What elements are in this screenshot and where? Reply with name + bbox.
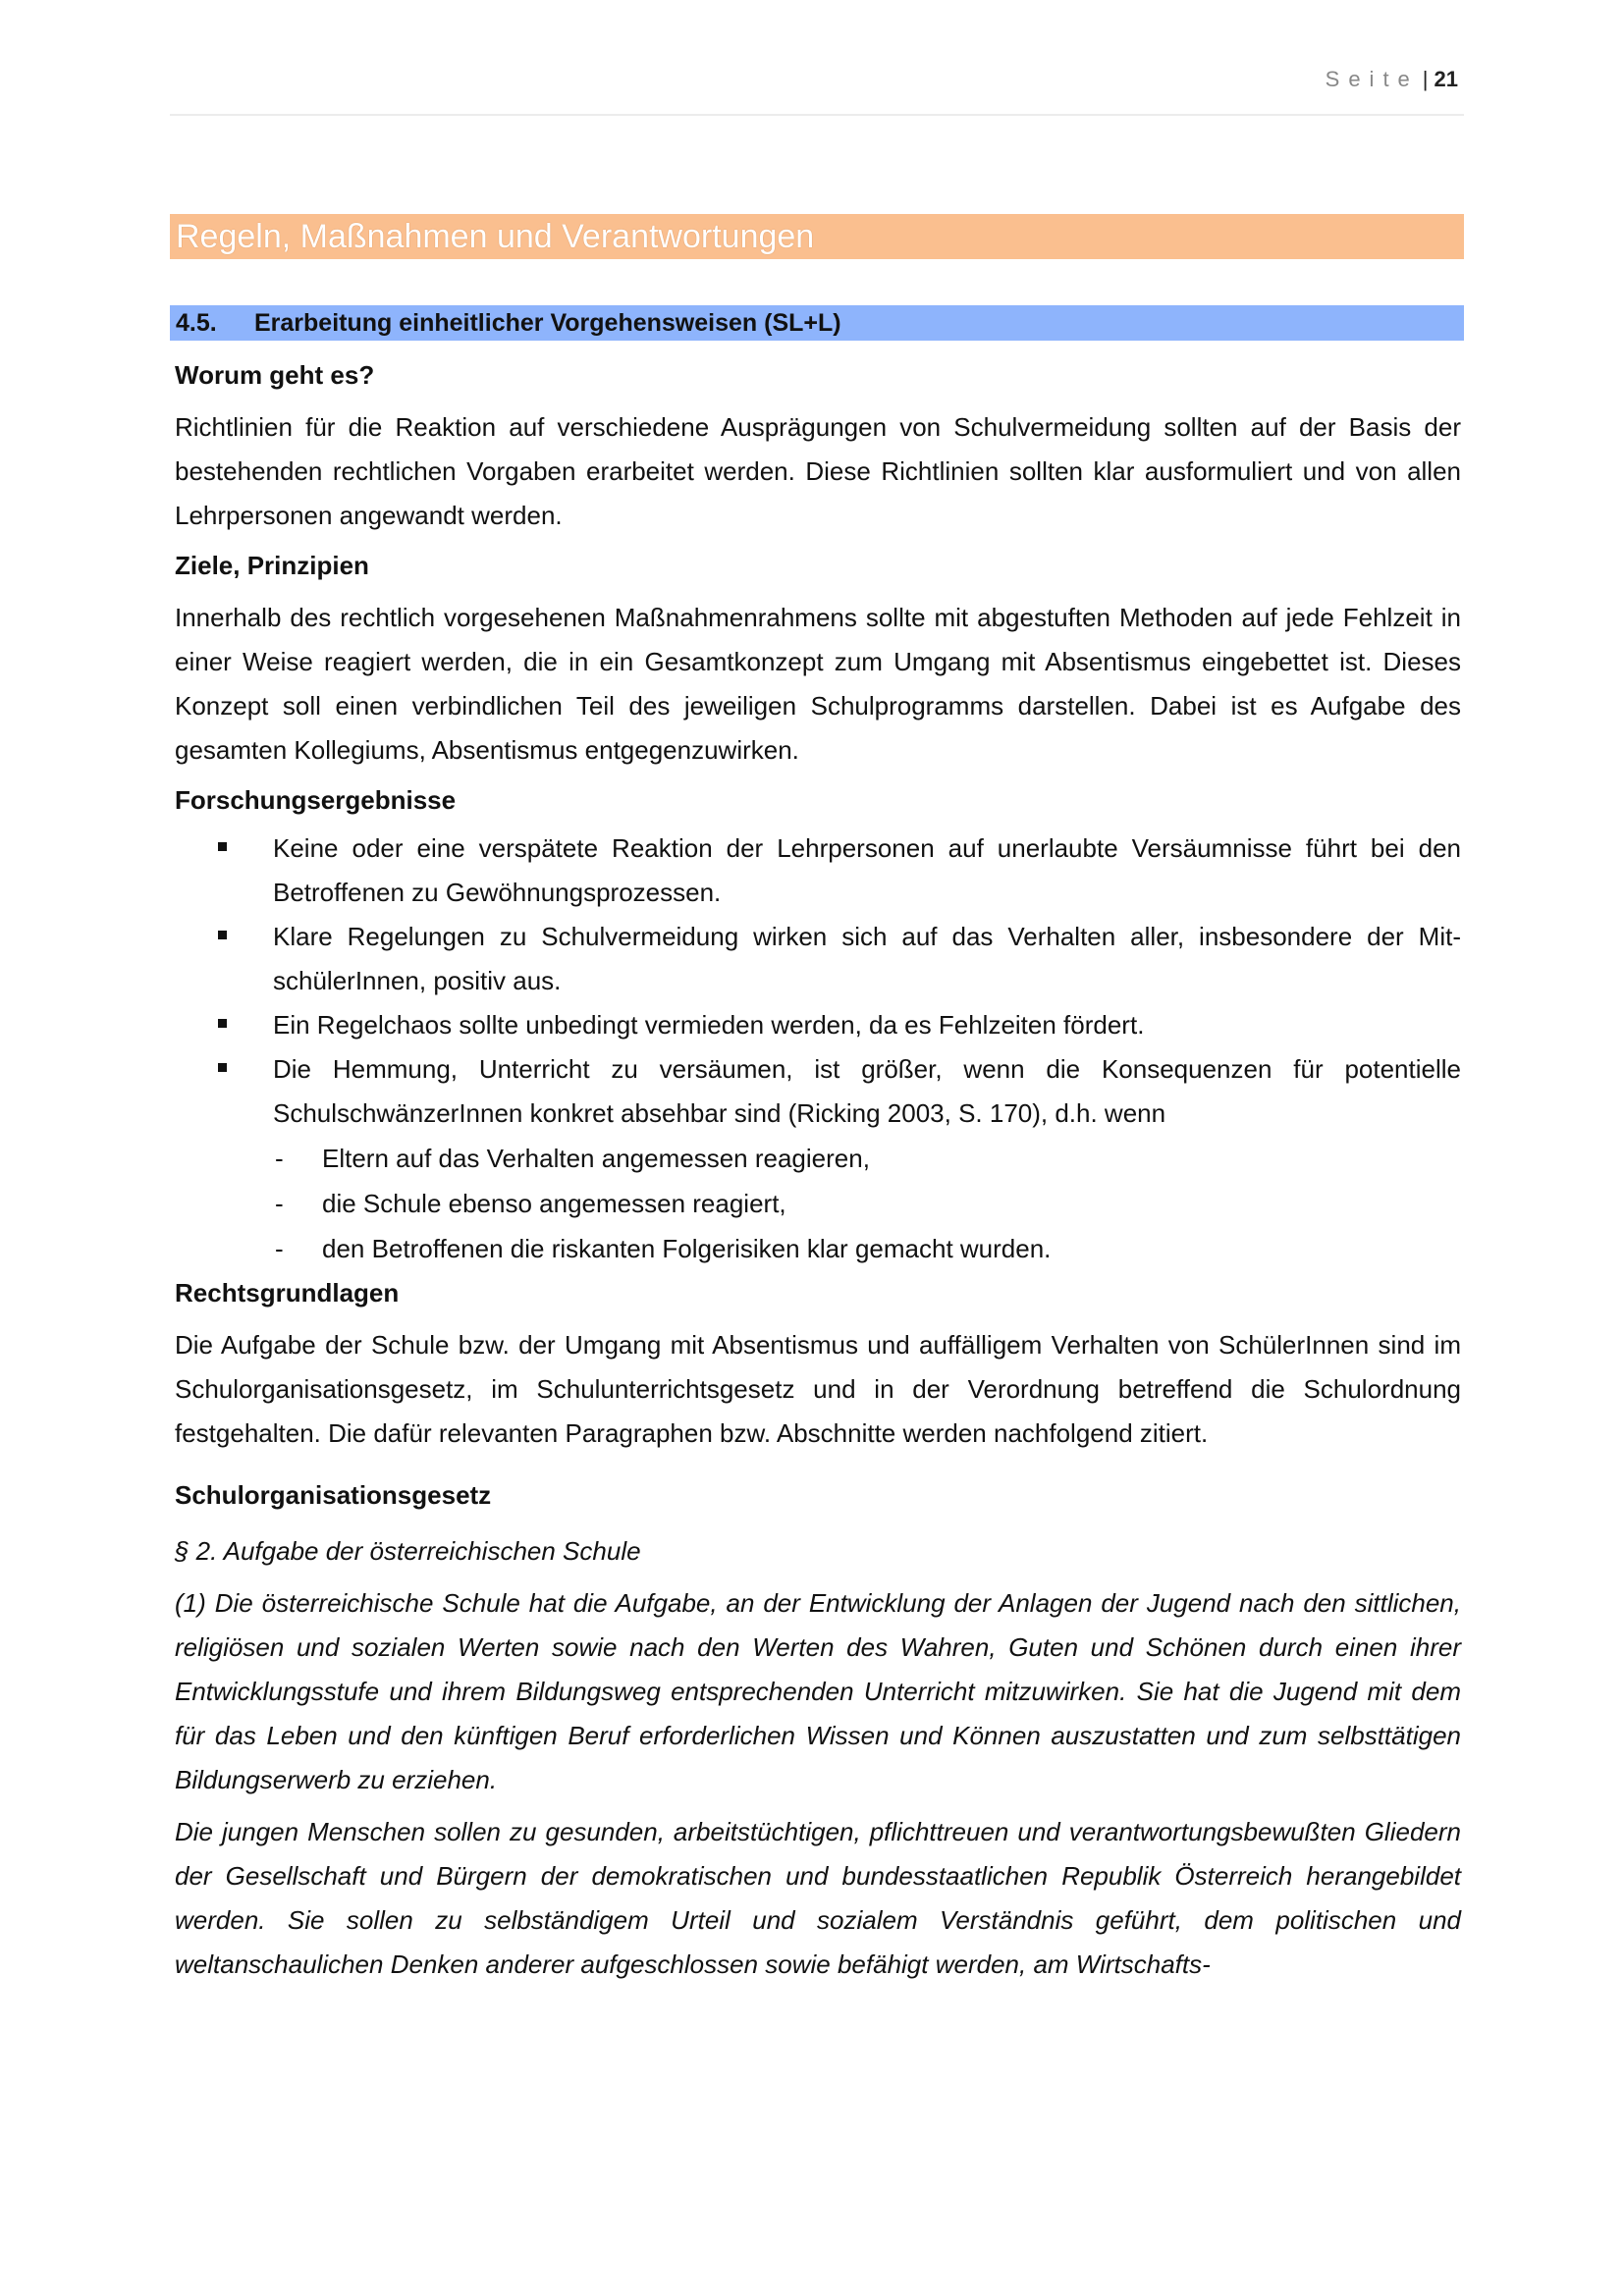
chapter-title: Regeln, Maßnahmen und Verantwortungen — [170, 214, 1464, 259]
list-item: Klare Regelungen zu Schulvermeidung wirken sich auf das Verhalten aller, insbesondere der MitschülerInnen, positiv aus. — [175, 915, 1461, 1003]
list-item: - Eltern auf das Verhalten angemessen reagieren, — [273, 1137, 1461, 1181]
page-number — [1326, 67, 1458, 92]
section-title: Erarbeitung einheitlicher Vorgehensweisen (SL+L) — [254, 309, 841, 337]
list-item — [175, 1047, 1461, 1271]
research-dash-list — [273, 1137, 1461, 1271]
paragraph-worum: Richtlinien für die Reaktion auf verschiedene Ausprägungen von Schulvermeidung sollten auf der Basis der bestehenden rechtlichen Vorgaben erarbeitet werden. Diese Richtlinien sollten klar ausformuliert und von allen Lehrpersonen angewandt werden. — [175, 412, 1461, 530]
list-item: - den Betroffenen die riskanten Folgerisiken klar gemacht wurden. — [273, 1227, 1461, 1271]
heading-rechtsgrundlagen: Rechtsgrundlagen — [175, 1278, 400, 1308]
page-header — [170, 61, 1464, 116]
heading-schulorganisationsgesetz: Schulorganisationsgesetz — [175, 1480, 492, 1510]
section-heading — [170, 305, 1464, 341]
list-item: - die Schule ebenso angemessen reagiert, — [273, 1182, 1461, 1226]
document-body — [175, 353, 1461, 1993]
heading-forschung: Forschungsergebnisse — [175, 785, 457, 815]
paragraph-ziele: Innerhalb des rechtlich vorgesehenen Maßnahmenrahmens sollte mit abgestuften Methoden auf jede Fehlzeit in einer Weise reagiert werden, die in ein Gesamtkonzept zum Umgang mit Absentismus eingebettet ist. Dieses Konzept soll einen verbindlichen Teil des jeweiligen Schulprogramms darstellen. Dabei ist es Aufgabe des gesamten Kollegiums, Absentismus entgegenzuwirken. — [175, 603, 1461, 765]
section-number: 4.5. — [176, 309, 217, 337]
paragraph-title: § 2. Aufgabe der österreichischen Schule — [175, 1536, 641, 1566]
list-item: Ein Regelchaos sollte unbedingt vermieden werden, da es Fehlzeiten fördert. — [175, 1003, 1461, 1047]
paragraph-rechtsgrundlagen: Die Aufgabe der Schule bzw. der Umgang mit Absentismus und auffälligem Verhalten von SchülerInnen sind im Schulorganisationsgesetz, im Schulunterrichtsgesetz und in der Verordnung betreffend die Schulordnung festgehalten. Die dafür relevanten Paragraphen bzw. Abschnitte werden nachfolgend zitiert. — [175, 1330, 1461, 1448]
page-separator: | — [1422, 67, 1429, 91]
heading-worum: Worum geht es? — [175, 360, 375, 390]
research-bullet-list — [175, 827, 1461, 1271]
page-number-value: 21 — [1434, 67, 1458, 91]
list-item-text: Die Hemmung, Unterricht zu versäumen, ist größer, wenn die Konsequenzen für potentielle SchulschwänzerInnen konkret absehbar sind (Ricking 2003, S. 170), d.h. wenn — [273, 1054, 1461, 1128]
law-paragraph-2: Die jungen Menschen sollen zu gesunden, arbeitstüchtigen, pflichttreuen und verantwortungsbewußten Gliedern der Gesellschaft und Bürgern der demokratischen und bundesstaatlichen Republik Österreich herangebildet werden. Sie sollen zu selbständigem Urteil und sozialem Verständnis geführt, dem politischen und weltanschaulichen Denken anderer aufgeschlossen sowie befähigt werden, am Wirtschafts- — [175, 1817, 1461, 1979]
law-paragraph-1: (1) Die österreichische Schule hat die Aufgabe, an der Entwicklung der Anlagen der Jugend nach den sittlichen, religiösen und sozialen Werten sowie nach den Werten des Wahren, Guten und Schönen durch einen ihrer Entwicklungsstufe und ihrem Bildungsweg entsprechenden Unterricht mitzuwirken. Sie hat die Jugend mit dem für das Leben und den künftigen Beruf erforderlichen Wissen und Können auszustatten und zum selbsttätigen Bildungserwerb zu erziehen. — [175, 1588, 1461, 1794]
heading-ziele: Ziele, Prinzipien — [175, 551, 369, 580]
page-label: Seite — [1325, 67, 1419, 91]
list-item: Keine oder eine verspätete Reaktion der Lehrpersonen auf unerlaubte Versäumnisse führt bei den Betroffenen zu Gewöhnungsprozessen. — [175, 827, 1461, 915]
